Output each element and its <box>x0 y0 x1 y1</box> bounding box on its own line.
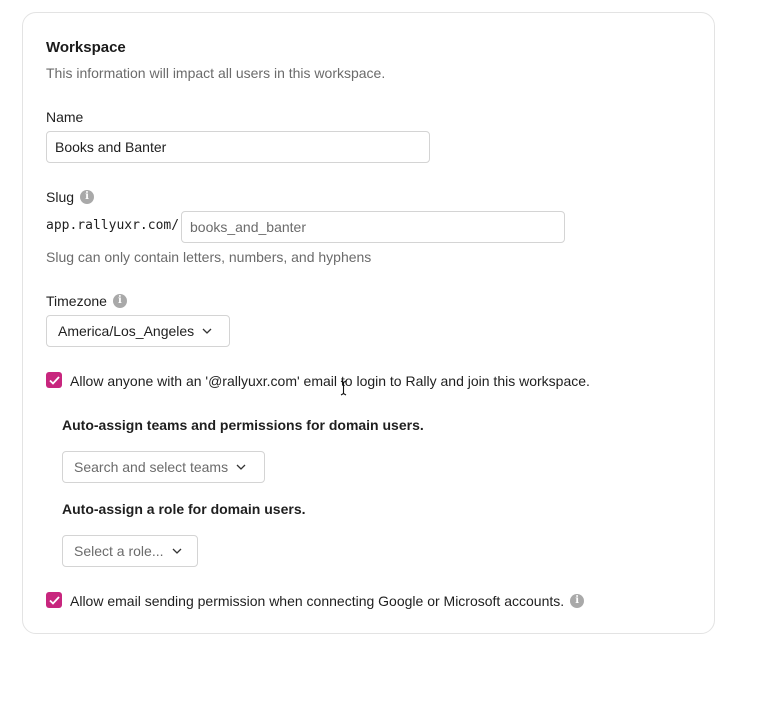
info-icon[interactable]: i <box>80 190 94 204</box>
teams-select-placeholder: Search and select teams <box>74 459 229 475</box>
section-title: Workspace <box>46 39 126 56</box>
timezone-label: Timezone <box>46 293 107 309</box>
email-permission-checkbox[interactable] <box>46 592 62 608</box>
name-input[interactable]: Books and Banter <box>46 131 430 163</box>
section-subtitle: This information will impact all users in this workspace. <box>46 65 386 81</box>
domain-login-label: Allow anyone with an '@rallyuxr.com' email to login to Rally and join this workspace. <box>70 373 590 389</box>
auto-role-label: Auto-assign a role for domain users. <box>62 501 306 517</box>
check-icon <box>49 376 60 385</box>
chevron-down-icon <box>172 546 182 556</box>
slug-label-row <box>46 189 94 205</box>
chevron-down-icon <box>202 326 212 336</box>
info-icon[interactable]: i <box>113 294 127 308</box>
timezone-label-row <box>46 293 127 309</box>
auto-teams-label: Auto-assign teams and permissions for domain users. <box>62 417 424 433</box>
email-permission-row <box>70 593 584 609</box>
slug-helper-text: Slug can only contain letters, numbers, and hyphens <box>46 249 372 265</box>
text-cursor-icon <box>340 380 347 401</box>
slug-prefix: app.rallyuxr.com/ <box>46 218 180 233</box>
timezone-select-value: America/Los_Angeles <box>58 323 195 339</box>
name-label: Name <box>46 109 84 125</box>
role-select-placeholder: Select a role... <box>74 543 164 559</box>
timezone-select[interactable] <box>46 315 230 347</box>
role-select[interactable] <box>62 535 198 567</box>
email-permission-label: Allow email sending permission when connecting Google or Microsoft accounts. <box>70 593 565 609</box>
check-icon <box>49 596 60 605</box>
slug-label: Slug <box>46 189 75 205</box>
slug-input[interactable]: books_and_banter <box>181 211 565 243</box>
chevron-down-icon <box>236 462 246 472</box>
workspace-settings-card <box>22 12 715 634</box>
teams-select[interactable] <box>62 451 265 483</box>
domain-login-checkbox[interactable] <box>46 372 62 388</box>
info-icon[interactable]: i <box>570 594 584 608</box>
